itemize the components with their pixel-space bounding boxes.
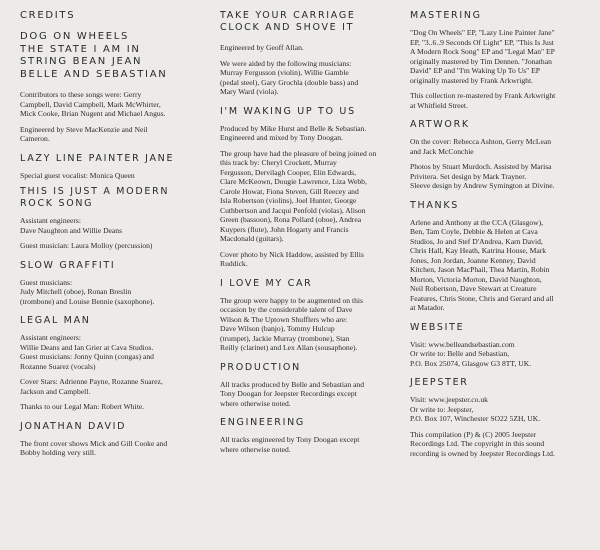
carriage-clock-engineer: Engineered by Geoff Allan.: [220, 43, 304, 52]
thanks-text: Arlene and Anthony at the CCA (Glasgow), Ben, Tam Coyle, Debbie & Helen at Cava Studios, Jo and Stef D'Andrea, Karn David, Chris Hall, Kay Heath, Katrina House, Mark Jones, Jon Jordan, Joanne Kenney, David Kitchen, Jason MacPhail, Thea Martin, Robin Morton, Victoria Morton, David Naughton, Neil Robertson, Dave Stewart at Creature Features, Chris Stone, Chris and Gerard and all at Matador.: [410, 217, 554, 312]
remastered-text: This collection re-mastered by Frank Arkwright at Whitfield Street.: [410, 91, 556, 110]
credits-heading: CREDITS: [20, 10, 76, 21]
credits-column-3: [392, 10, 592, 550]
songs-heading: DOG ON WHEELS THE STATE I AM IN STRING BEAN JEAN BELLE AND SEBASTIAN: [20, 31, 168, 80]
carriage-clock-heading: TAKE YOUR CARRIAGE CLOCK AND SHOVE IT: [220, 10, 356, 33]
love-my-car-heading: I LOVE MY CAR: [220, 277, 313, 289]
jeepster-text: Visit: www.jeepster.co.uk Or write to: Jeepster, P.O. Box 107, Winchester SO22 5ZH, UK.: [410, 395, 541, 423]
thanks-heading: THANKS: [410, 199, 460, 211]
mastering-heading: MASTERING: [410, 10, 482, 21]
love-my-car-text: The group were happy to be augmented on this occasion by the considerable talent of Dave Wilson & The Uptown Shufflers who are: Dave Wilson (banjo), Tommy Hulcup (trumpet), Jackie Murray (trombone), Stan Reilly (clarinet) and Lex Allan (sousaphone).: [220, 295, 363, 352]
modern-rock-engineers: Assistant engineers: Dave Naughton and Willie Deans: [20, 216, 123, 235]
carriage-clock-musicians: We were aided by the following musicians: Murray Fergusson (violin), Willie Gamble (pedal steel), Gary Grochla (double bass) and Mary Ward (viola).: [220, 58, 359, 96]
thanks-legal-man-text: Thanks to our Legal Man: Robert White.: [20, 402, 145, 411]
artwork-cover-text: On the cover: Rebecca Ashton, Gerry McLean and Jack McConchie: [410, 137, 552, 156]
jonathan-david-text: The front cover shows Mick and Gill Cooke and Bobby holding very still.: [20, 438, 168, 457]
artwork-heading: ARTWORK: [410, 119, 470, 130]
mastering-text: "Dog On Wheels" EP, "Lazy Line Painter Jane" EP, "3..6..9 Seconds Of Light" EP, "This Is Just A Modern Rock Song" EP and "Legal Man" EP originally mastered by Tim Dennen. "Jonathan David" EP and "I'm Waking Up To Us" EP originally mastered by Frank Arkwright.: [410, 28, 555, 85]
jeepster-heading: JEEPSTER: [410, 377, 469, 388]
artwork-photos-text: Photos by Stuart Murdoch. Assisted by Marisa Privitera. Set design by Mark Trayner. Sleeve design by Andrew Symington at Divine.: [410, 162, 555, 190]
production-text: All tracks produced by Belle and Sebastian and Tony Doogan for Jeepster Recordings except where otherwise noted.: [220, 379, 365, 408]
engineering-heading: ENGINEERING: [220, 417, 305, 428]
modern-rock-heading: THIS IS JUST A MODERN ROCK SONG: [20, 186, 170, 209]
lazy-line-text: Special guest vocalist: Monica Queen: [20, 170, 135, 180]
legal-man-heading: LEGAL MAN: [20, 315, 91, 326]
waking-up-cover-photo: Cover photo by Nick Haddow, assisted by Ellis Ruddick.: [220, 249, 364, 268]
waking-up-production: Produced by Mike Hurst and Belle & Sebastian. Engineered and mixed by Tony Doogan.: [220, 123, 367, 142]
website-text: Visit: www.belleandsebastian.com Or write to: Belle and Sebastian, P.O. Box 25074, Glasgow G3 8TT, UK.: [410, 339, 532, 368]
jonathan-david-heading: JONATHAN DAVID: [20, 420, 127, 432]
legal-man-text: Assistant engineers: Willie Deans and Ian Grier at Cava Studios. Guest musicians: Jonny Quinn (congas) and Rozanne Suarez (vocals): [20, 333, 154, 371]
engineering-text: All tracks engineered by Tony Doogan except where otherwise noted.: [220, 435, 360, 454]
production-heading: PRODUCTION: [220, 361, 301, 373]
contributors-text: Contributors to these songs were: Gerry Campbell, David Campbell, Mark McWhirter, Mick Cooke, Brian Nugent and Michael Angus.: [20, 90, 166, 118]
cover-stars-text: Cover Stars: Adrienne Payne, Rozanne Suarez, Jackson and Campbell.: [20, 377, 163, 396]
engineered-text: Engineered by Steve MacKenzie and Neil Cameron.: [20, 124, 148, 143]
slow-graffiti-heading: SLOW GRAFFITI: [20, 259, 116, 271]
lazy-line-heading: LAZY LINE PAINTER JANE: [20, 152, 175, 164]
waking-up-musicians: The group have had the pleasure of being joined on this track by: Cheryl Crockett, Murray Fergusson, Dervilagh Cooper, Elin Edwards, Clare McKeown, Dougie Lawrence, Liza Webb, Carole Howat, Fiona Steven, Gill Reecey and Isla Robertson (violins), Joel Hunter, George Cuthbertson and Jacqui Penfold (violas), Alison Green (bassoon), Rona Pollard (oboe), Andrea Kuypers (flute), John Hogarty and Francis Macdonald (guitars).: [220, 148, 377, 243]
credits-column-1: [8, 10, 200, 550]
waking-up-heading: I'M WAKING UP TO US: [220, 105, 356, 117]
slow-graffiti-text: Guest musicians: Judy Mitchell (oboe), Ronan Breslin (trombone) and Louise Bennie (saxophone).: [20, 277, 155, 306]
modern-rock-guest: Guest musician: Laura Molloy (percussion): [20, 241, 153, 250]
website-heading: WEBSITE: [410, 321, 465, 333]
copyright-text: This compilation (P) & (C) 2005 Jeepster Recordings Ltd. The copyright in this sound recording is owned by Jeepster Recordings Ltd.: [410, 429, 555, 458]
credits-column-2: [200, 10, 392, 550]
